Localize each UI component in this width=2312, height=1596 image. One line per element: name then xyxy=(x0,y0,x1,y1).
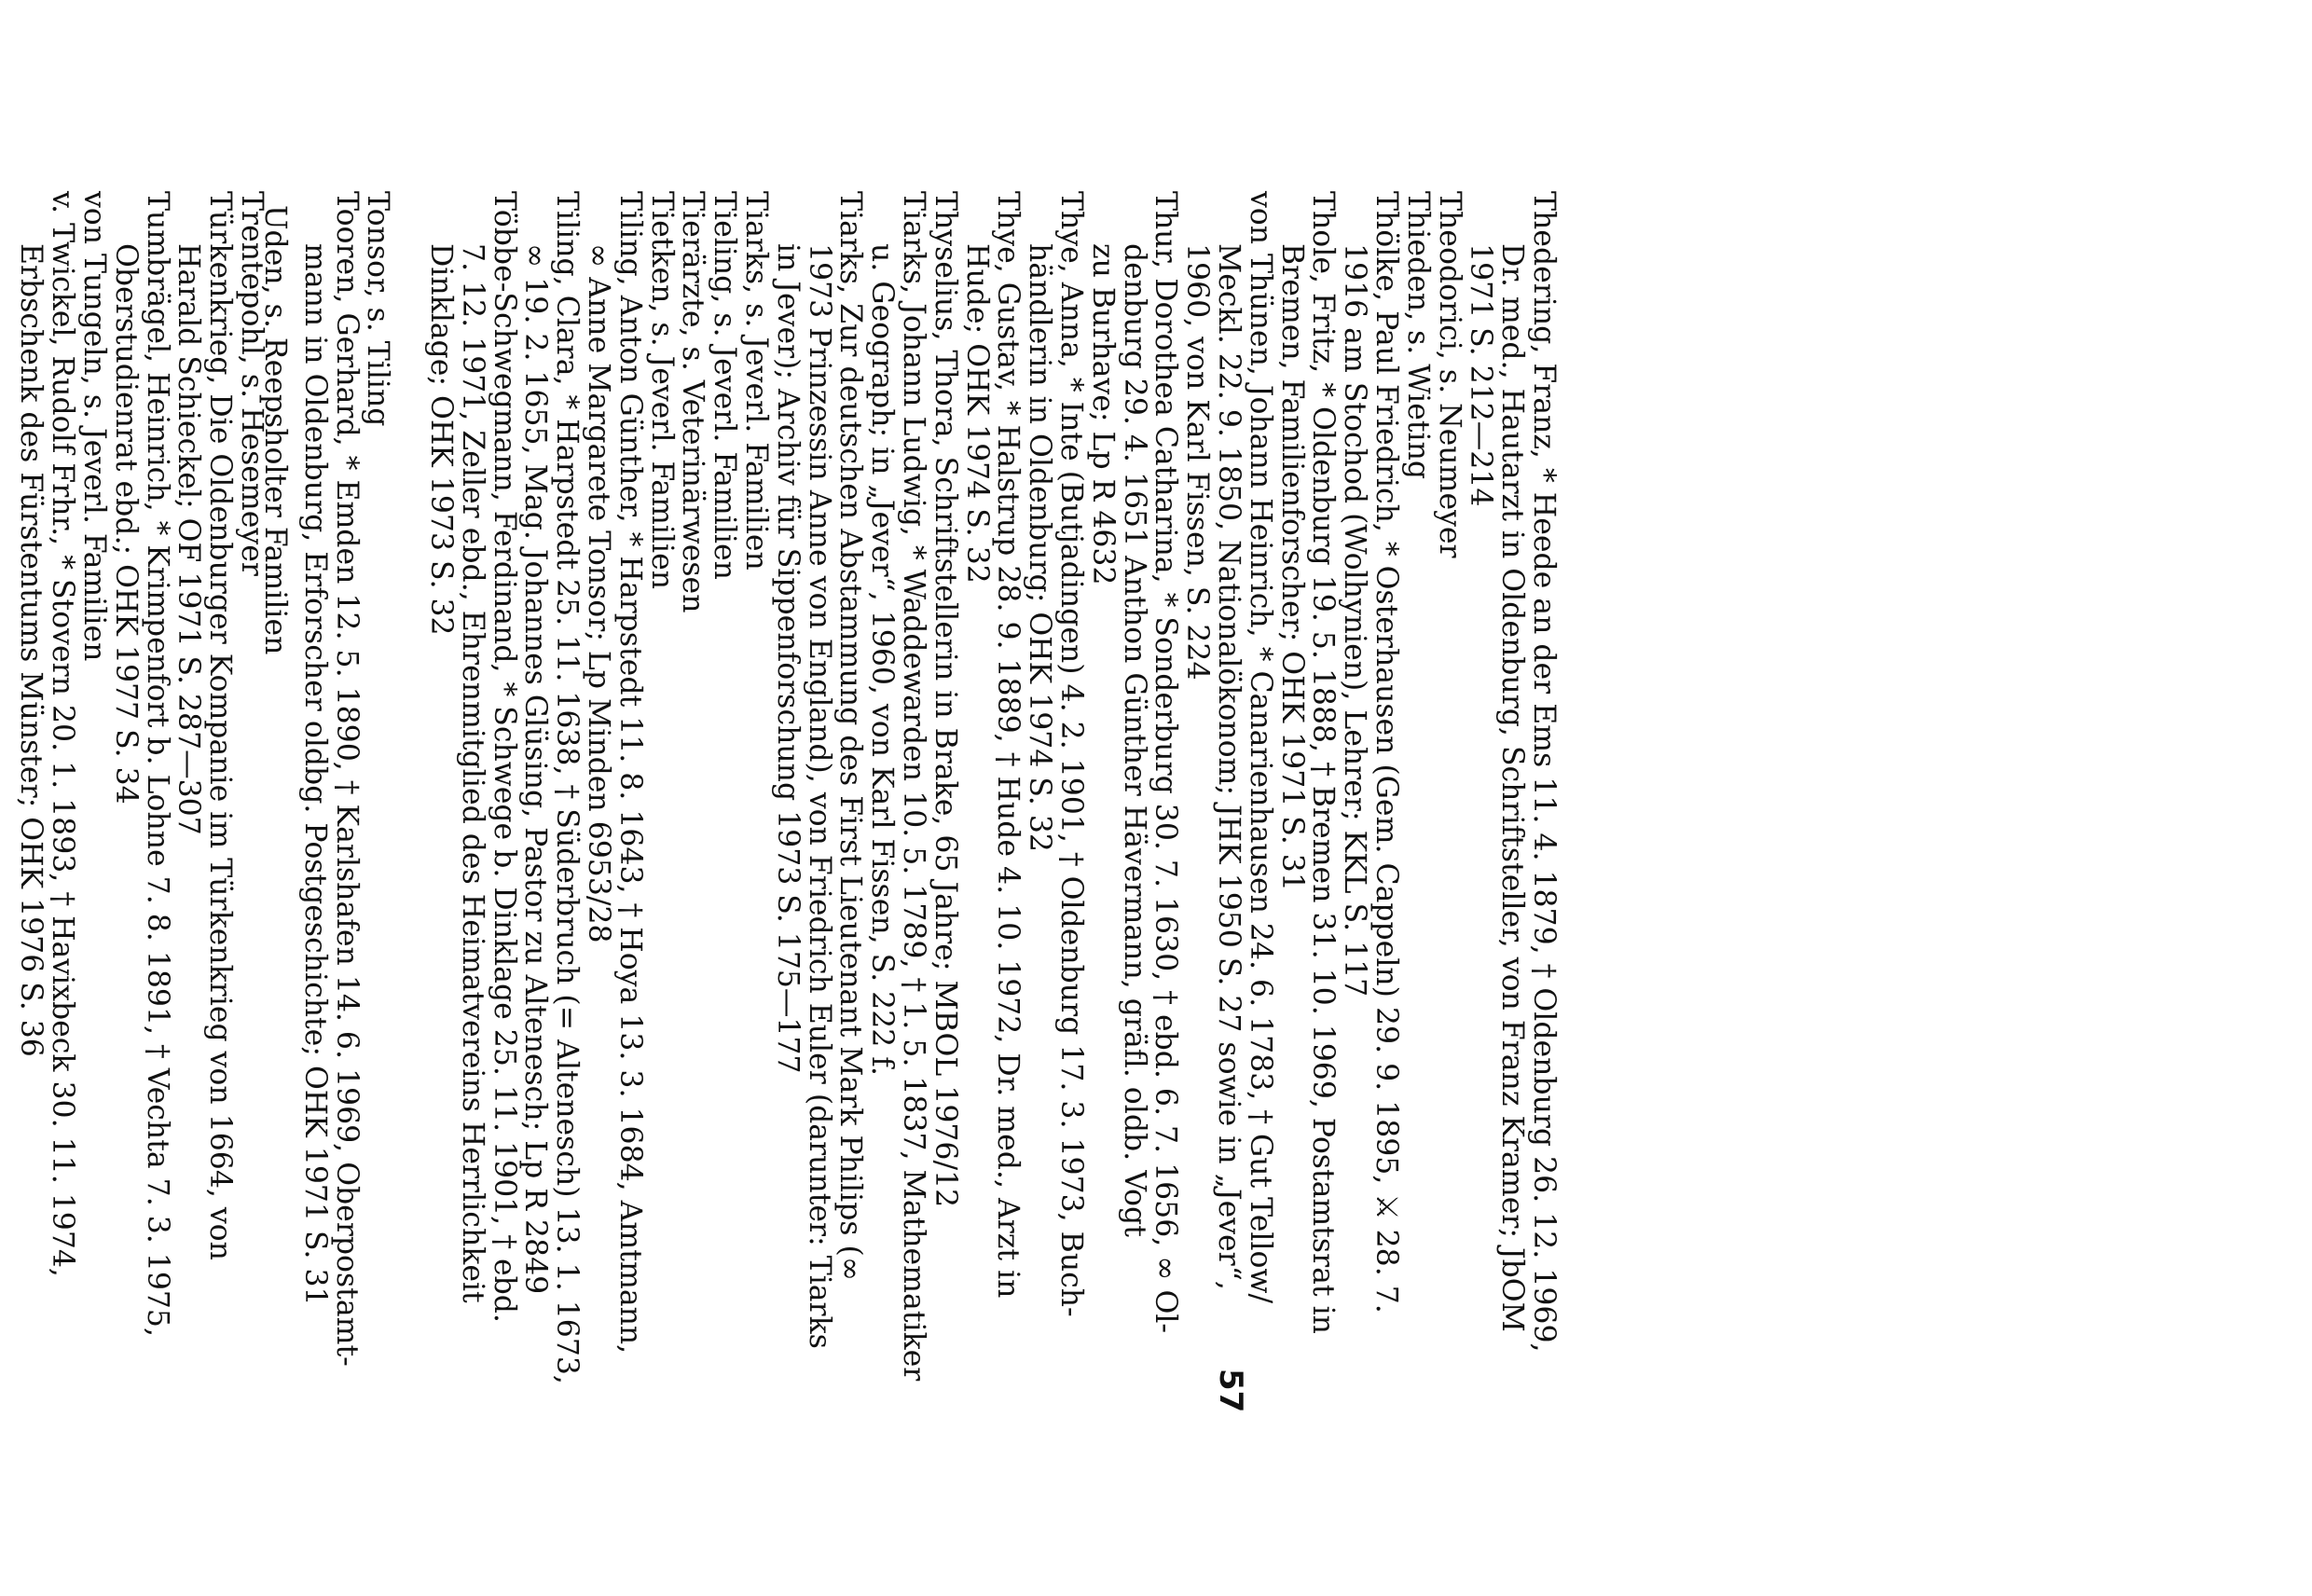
entry-continuation-line: Erbschenk des Fürstentums Münster; OHK 1976 S. 36 xyxy=(14,243,48,1057)
entry-headline: Thur, Dorothea Catharina, * Sonderburg 30. 7. 1630, † ebd. 6. 7. 1656, ∞ Ol- xyxy=(1149,191,1183,1334)
entry-continuation-line: 1916 am Stochod (Wolhynien), Lehrer; KKL S. 117 xyxy=(1338,243,1372,998)
entry-headline: Türkenkrieg, Die Oldenburger Kompanie im Türkenkrieg von 1664, von xyxy=(203,191,238,1260)
register-entry xyxy=(1464,191,1561,1353)
register-entry xyxy=(929,191,960,1245)
entry-continuation-line: mann in Oldenburg, Erforscher oldbg. Postgeschichte; OHK 1971 S. 31 xyxy=(297,243,332,1306)
entry-continuation-line: u. Geograph; in „Jever“, 1960, von Karl Fissen, S. 222 f. xyxy=(865,243,900,1076)
register-text-block xyxy=(14,191,1561,1384)
entry-continuation-line: 7. 12. 1971, Zeller ebd., Ehrenmitglied des Heimatvereins Herrlichkeit xyxy=(455,243,489,1303)
register-entry xyxy=(1023,191,1089,1317)
entry-headline: Thedering, Franz, * Heede an der Ems 11. 4. 1879, † Oldenburg 26. 12. 1969, xyxy=(1527,191,1561,1353)
register-entry xyxy=(518,191,585,1384)
register-entry xyxy=(77,191,109,1245)
register-entry xyxy=(770,191,868,1349)
register-entry xyxy=(14,191,80,1277)
entry-continuation-line: 1973 Prinzessin Anne von England), von Friedrich Euler (darunter: Tiarks xyxy=(802,243,836,1349)
entry-headline: Thole, Fritz, * Oldenburg 19. 5. 1888, † Bremen 31. 10. 1969, Postamtsrat in xyxy=(1306,191,1341,1334)
register-entry xyxy=(582,191,647,1355)
register-entry xyxy=(424,191,521,1323)
register-entry xyxy=(1338,191,1404,1314)
entry-headline: Theodorici, s. Neumeyer xyxy=(1432,191,1466,558)
entry-headline: Többe-Schwegmann, Ferdinand, * Schwege b. Dinklage 25. 11. 1901, † ebd. xyxy=(487,191,521,1323)
entry-headline: Tiling, Anton Günther, * Harpstedt 11. 8. 1643, † Hoya 13. 3. 1684, Amtmann, xyxy=(612,191,647,1355)
entry-continuation-line: Harald Schieckel; OF 1971 S. 287—307 xyxy=(172,243,206,835)
entry-headline: Tiling, Clara, * Harpstedt 25. 11. 1638, † Süderbruch (= Altenesch) 13. 1. 1673, xyxy=(550,191,585,1384)
register-entry xyxy=(1085,191,1183,1334)
register-entry xyxy=(645,191,677,1245)
entry-headline: Thye, Gustav, * Halstrup 28. 9. 1889, † Hude 4. 10. 1972, Dr. med., Arzt in xyxy=(991,191,1025,1299)
entry-continuation-line: Dr. med., Hautarzt in Oldenburg, Schriftsteller, von Franz Kramer; JbOM xyxy=(1495,243,1530,1332)
entry-continuation-line: in Jever); Archiv für Sippenforschung 1973 S. 175—177 xyxy=(770,243,805,1074)
entry-continuation-line: händlerin in Oldenburg; OHK 1974 S. 32 xyxy=(1023,243,1057,852)
entry-headline: von Thünen, Johann Heinrich, * Canarienhausen 24. 6. 1783, † Gut Tellow/ xyxy=(1243,191,1277,1304)
entry-headline: Tumbrägel, Heinrich, * Krimpenfort b. Lohne 7. 8. 1891, † Vechta 7. 3. 1975, xyxy=(140,191,174,1337)
entry-headline: Thölke, Paul Friedrich, * Osterhausen (Gem. Cappeln) 29. 9. 1895, ⚔ 28. 7. xyxy=(1369,191,1404,1314)
entry-continuation-line: zu Burhave; Lp R 4632 xyxy=(1085,243,1120,585)
register-entry xyxy=(172,191,238,1260)
entry-continuation-line: Meckl. 22. 9. 1850, Nationalökonom; JHK 1950 S. 27 sowie in „Jever“, xyxy=(1212,243,1246,1290)
register-entry xyxy=(677,191,709,1245)
entry-headline: Tierärzte, s. Veterinärwesen xyxy=(676,191,710,613)
register-entry xyxy=(865,191,931,1382)
footer-entry-text: Uden, s. Reepsholter Familien xyxy=(258,205,292,655)
register-entry xyxy=(1401,191,1433,1245)
register-entry xyxy=(362,191,393,1245)
entry-headline: Tiarks, Zur deutschen Abstammung des First Lieutenant Mark Philips (∞ xyxy=(833,191,868,1282)
page-number xyxy=(1212,1369,1249,1443)
entry-continuation-line: denburg 29. 4. 1651 Anthon Günther Hävermann, gräfl. oldb. Vogt xyxy=(1117,243,1151,1237)
entry-headline: Thieden, s. Wieting xyxy=(1400,191,1435,480)
entry-headline: Thyselius, Thora, Schriftstellerin in Brake, 65 Jahre; MBOL 1976/12 xyxy=(928,191,962,1208)
register-entry xyxy=(108,191,174,1337)
entry-headline: Thye, Anna, * Inte (Butjadingen) 4. 2. 1901, † Oldenburg 17. 3. 1973, Buch- xyxy=(1054,191,1089,1317)
entry-continuation-line: Oberstudienrat ebd.; OHK 1977 S. 34 xyxy=(108,243,143,805)
register-entry xyxy=(1433,191,1465,1245)
entry-continuation-line: Bremen, Familienforscher; OHK 1971 S. 31 xyxy=(1274,243,1309,891)
register-entry xyxy=(1180,191,1277,1304)
entry-continuation-line: Hude; OHK 1974 S. 32 xyxy=(959,243,994,584)
register-entry xyxy=(708,191,742,1245)
entry-continuation-line: Dinklage; OHK 1973 S. 32 xyxy=(424,243,459,636)
footer-entry xyxy=(259,205,291,1137)
entry-headline: Tonsor, s. Tiling xyxy=(361,191,395,427)
entry-continuation-line: 1971 S. 212—214 xyxy=(1464,243,1498,507)
entry-continuation-line: 1960, von Karl Fissen, S. 224 xyxy=(1180,243,1215,681)
entry-headline: von Tungeln, s. Jeverl. Familien xyxy=(76,191,111,662)
register-entry xyxy=(959,191,1025,1299)
entry-headline: Tiarks, Johann Ludwig, * Waddewarden 10. 5. 1789, † 1. 5. 1837, Mathematiker xyxy=(897,191,931,1382)
entry-headline: v. Twickel, Rudolf Frhr., * Stovern 20. 1. 1893, † Havixbeck 30. 11. 1974, xyxy=(46,191,80,1277)
entry-headline: Tietken, s. Jeverl. Familien xyxy=(644,191,679,590)
entry-headline: Tiarks, s. Jeverl. Familien xyxy=(739,191,774,571)
entry-continuation-line: ∞ Anne Margarete Tonsor; Lp Minden 6953/28 xyxy=(582,243,616,943)
section-gap xyxy=(392,191,424,1245)
page-number-text: 57 xyxy=(1212,1369,1249,1413)
entry-headline: Trentepohl, s. Hesemeyer xyxy=(234,191,268,576)
register-entry xyxy=(739,191,774,1245)
entry-headline: Tieling, s. Jeverl. Familien xyxy=(708,191,742,580)
entry-headline: Tooren, Gerhard, * Emden 12. 5. 1890, † Karlshafen 14. 6. 1969, Oberpostamt- xyxy=(329,191,364,1367)
register-entry xyxy=(297,191,364,1367)
register-entry xyxy=(1274,191,1341,1334)
entry-continuation-line: ∞ 19. 2. 1655, Mag. Johannes Glüsing, Pastor zu Altenesch; Lp R 2849 xyxy=(518,243,553,1295)
